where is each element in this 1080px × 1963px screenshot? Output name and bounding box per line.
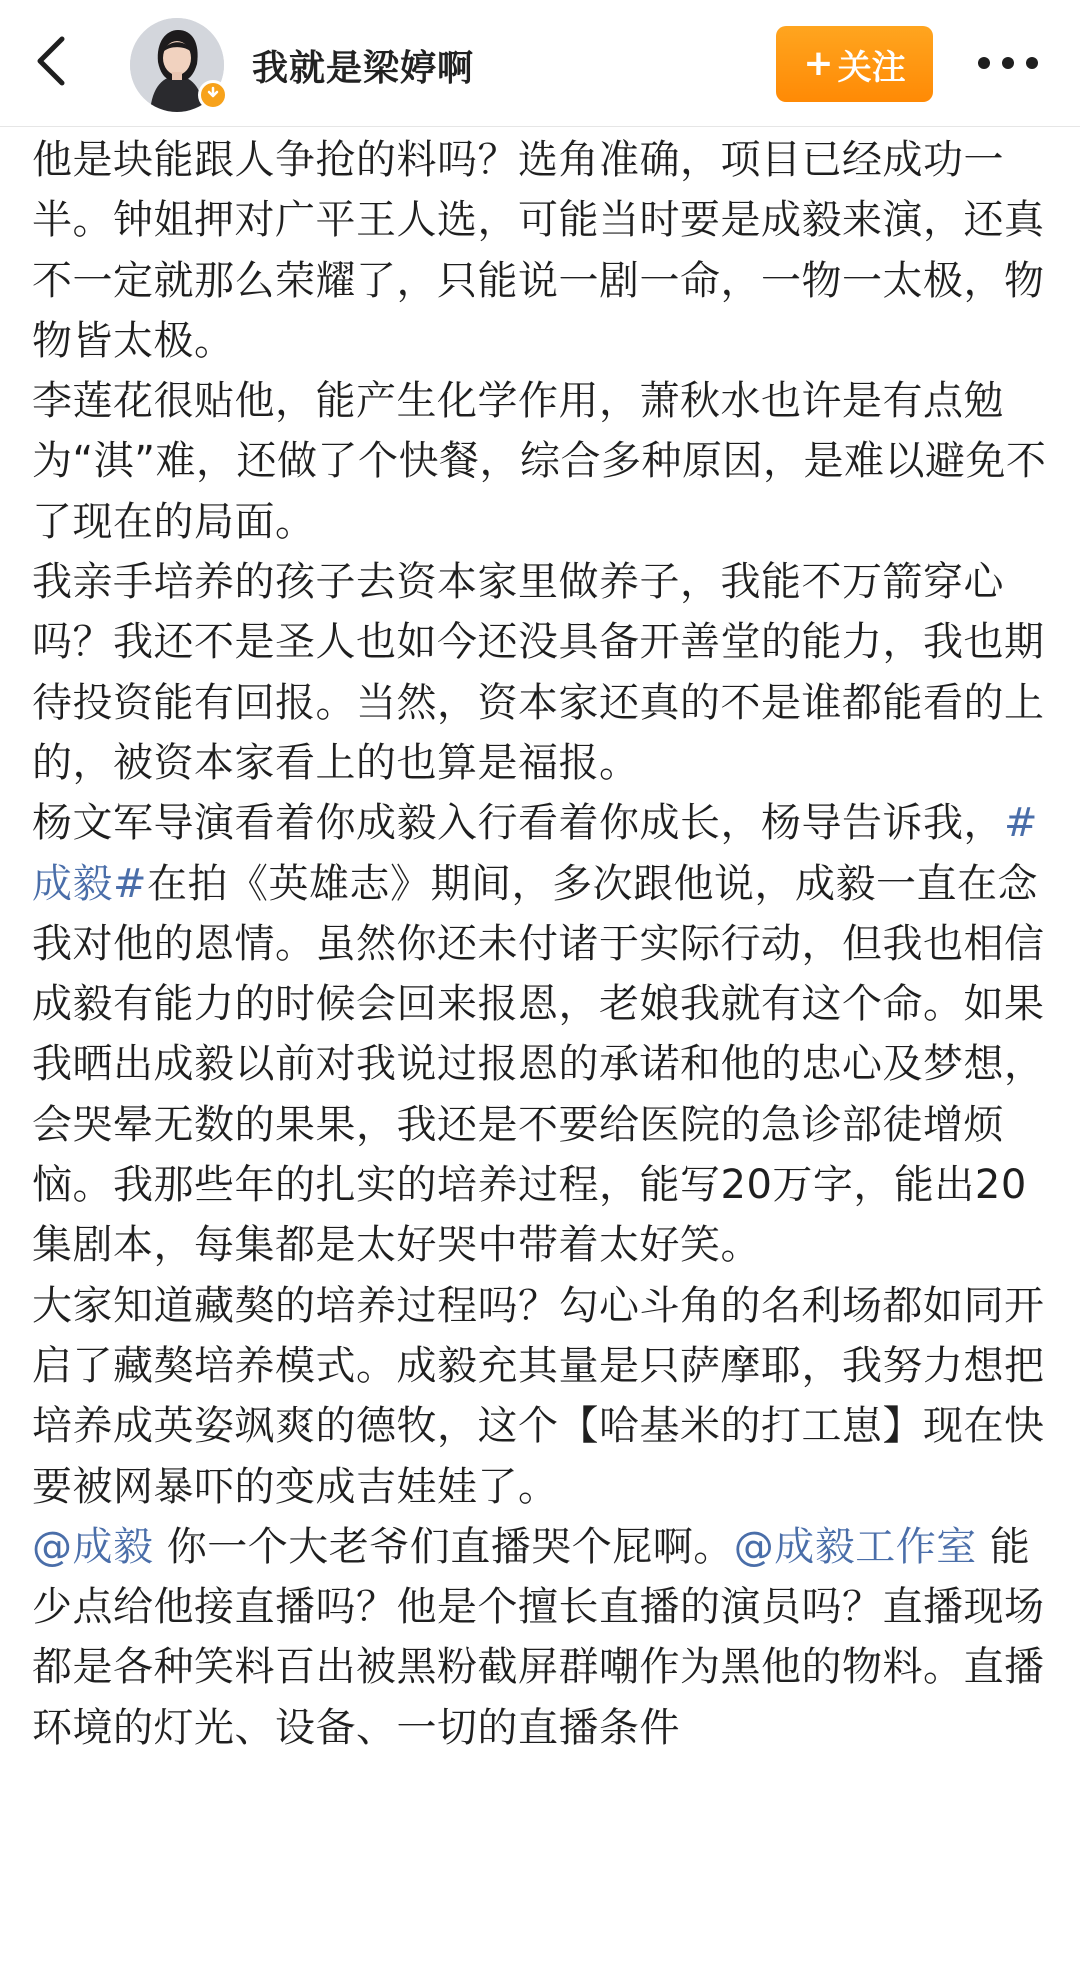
post-text: 大家知道藏獒的培养过程吗？勾心斗角的名利场都如同开启了藏獒培养模式。成毅充其量是只萨摩耶，我努力想把培养成英姿飒爽的德牧，这个【哈基米的打工崽】现在快要被网暴吓的变成吉娃娃了。 — [32, 1282, 1045, 1510]
follow-label: 关注 — [837, 47, 906, 88]
post-text: 在拍《英雄志》期间，多次跟他说，成毅一直在念我对他的恩情。虽然你还未付诸于实际行动，但我也相信成毅有能力的时候会回来报恩，老娘我就有这个命。如果我晒出成毅以前对我说过报恩的承诺和他的忠心及梦想，会哭晕无数的果果，我还是不要给医院的急诊部徒增烦恼。我那些年的扎实的培养过程，能写20万字，能出20集剧本，每集都是太好哭中带着太好笑。 — [32, 860, 1045, 1269]
post-paragraph — [32, 371, 1052, 552]
dot — [1002, 57, 1014, 69]
post-text: 能少点给他接直播吗？他是个擅长直播的演员吗？直播现场都是各种笑料百出被黑粉截屏群嘲作为黑他的物料。直播环境的灯光、设备、一切的直播条件 — [32, 1523, 1045, 1751]
top-bar — [0, 0, 1080, 127]
post-paragraph — [32, 130, 1052, 371]
verified-badge-icon — [198, 80, 228, 110]
post-body — [32, 130, 1052, 1758]
post-paragraph — [32, 1517, 1052, 1758]
post-text: 杨文军导演看着你成毅入行看着你成长，杨导告诉我， — [32, 800, 1004, 847]
dot — [978, 57, 990, 69]
username[interactable]: 我就是梁婷啊 — [252, 48, 475, 89]
post-text: 他是块能跟人争抢的料吗？选角准确，项目已经成功一半。钟姐押对广平王人选，可能当时要是成毅来演，还真不一定就那么荣耀了，只能说一剧一命，一物一太极，物物皆太极。 — [32, 137, 1045, 364]
post-paragraph — [32, 1276, 1052, 1517]
hashtag-link[interactable]: #成毅# — [32, 800, 1039, 907]
post-paragraph — [32, 793, 1052, 1275]
plus-icon: + — [803, 43, 834, 84]
post-paragraph — [32, 552, 1052, 793]
mention-link[interactable]: @成毅 — [32, 1523, 154, 1570]
more-dots-icon[interactable] — [978, 50, 1038, 76]
back-arrow-icon[interactable] — [28, 33, 76, 89]
mention-link[interactable]: @成毅工作室 — [733, 1523, 977, 1570]
post-text: 我亲手培养的孩子去资本家里做养子，我能不万箭穿心吗？我还不是圣人也如今还没具备开善堂的能力，我也期待投资能有回报。当然，资本家还真的不是谁都能看的上的，被资本家看上的也算是福报。 — [32, 559, 1045, 786]
avatar[interactable] — [130, 18, 224, 112]
post-text: 李莲花很贴他，能产生化学作用，萧秋水也许是有点勉为“淇”难，还做了个快餐，综合多种原因，是难以避免不了现在的局面。 — [32, 378, 1047, 545]
dot — [1026, 57, 1038, 69]
post-text: 你一个大老爷们直播哭个屁啊。 — [153, 1523, 734, 1570]
follow-button[interactable] — [776, 26, 933, 102]
